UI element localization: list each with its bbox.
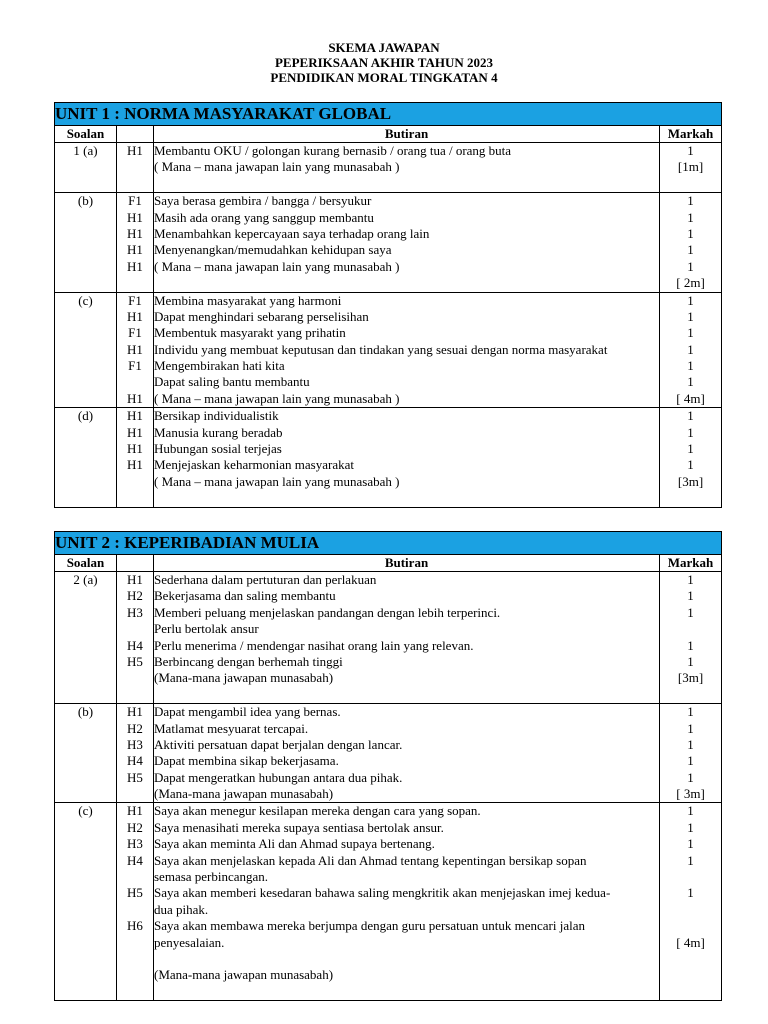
mark-value: [ 2m] (676, 275, 705, 291)
answer-text: penyesalaian. (154, 934, 225, 950)
mark-value: 1 (687, 803, 694, 819)
answer-text: Bersikap individualistik (154, 408, 279, 424)
mark-value: 1 (687, 753, 694, 769)
point-code: H1 (127, 704, 143, 720)
answer-text: Membentuk masyarakt yang prihatin (154, 325, 346, 341)
point-code: H1 (127, 441, 143, 457)
mark-value (660, 621, 721, 637)
question-row (55, 704, 722, 803)
document-header (0, 40, 768, 85)
column-header-butiran: Butiran (154, 555, 660, 572)
mark-value (660, 869, 721, 885)
answer-text: Menambahkan kepercayaan saya terhadap orang lain (154, 225, 430, 241)
answer-text: dua pihak. (154, 901, 209, 917)
unit-2-table (54, 531, 722, 1001)
mark-value: [3m] (677, 473, 704, 489)
answer-text: Masih ada orang yang sanggup membantu (154, 209, 374, 225)
answer-text: (Mana-mana jawapan munasabah) (154, 967, 334, 983)
answer-text: ( Mana – mana jawapan lain yang munasabah ) (154, 159, 400, 175)
point-code (117, 967, 153, 983)
mark-value: 1 (687, 308, 694, 324)
mark-value: 1 (687, 736, 694, 752)
answer-text: Matlamat mesyuarat tercapai. (154, 720, 309, 736)
butiran-cell (154, 292, 660, 408)
answer-text: Perlu bertolak ansur (154, 621, 259, 637)
answer-text: ( Mana – mana jawapan lain yang munasabah ) (154, 390, 400, 406)
mark-value: 1 (687, 653, 694, 669)
code-cell (117, 292, 154, 408)
mark-value (660, 687, 721, 703)
answer-text: Hubungan sosial terjejas (154, 441, 282, 457)
column-header-butiran: Butiran (154, 126, 660, 143)
mark-value: [3m] (677, 670, 704, 686)
markah-cell (660, 704, 722, 803)
mark-value: 1 (687, 209, 694, 225)
answer-text: Mengembirakan hati kita (154, 358, 285, 374)
point-code: H2 (127, 588, 143, 604)
butiran-cell (154, 143, 660, 193)
question-label: (c) (55, 292, 117, 408)
mark-value: 1 (687, 408, 694, 424)
unit-1-table (54, 102, 722, 508)
question-label: 2 (a) (55, 572, 117, 704)
mark-value: 1 (687, 852, 694, 868)
answer-text: ( Mana – mana jawapan lain yang munasabah ) (154, 258, 400, 274)
header-line-2: PEPERIKSAAN AKHIR TAHUN 2023 (274, 55, 494, 70)
code-cell (117, 572, 154, 704)
point-code: H2 (127, 819, 143, 835)
markah-cell (660, 572, 722, 704)
answer-text: semasa perbincangan. (154, 869, 269, 885)
mark-value: 1 (687, 720, 694, 736)
question-row (55, 408, 722, 507)
point-code: F1 (128, 193, 142, 209)
mark-value (660, 902, 721, 918)
answer-text: Membantu OKU / golongan kurang bernasib / orang tua / orang buta (154, 143, 512, 158)
column-header-code (117, 555, 154, 572)
point-code: H3 (127, 836, 143, 852)
column-header-markah: Markah (660, 126, 722, 143)
unit-1-title: UNIT 1 : NORMA MASYARAKAT GLOBAL (55, 103, 722, 126)
mark-value (660, 984, 721, 1000)
markah-cell (660, 143, 722, 193)
mark-value (660, 951, 721, 967)
question-row (55, 803, 722, 1001)
point-code: H6 (127, 918, 143, 934)
point-code (117, 670, 153, 686)
question-row (55, 143, 722, 193)
point-code: H1 (127, 258, 143, 274)
code-cell (117, 408, 154, 507)
answer-text: Aktiviti persatuan dapat berjalan dengan lancar. (154, 736, 403, 752)
header-line-3: PENDIDIKAN MORAL TINGKATAN 4 (270, 70, 498, 85)
point-code: H4 (127, 852, 143, 868)
mark-value: 1 (687, 325, 694, 341)
answer-text: Membina masyarakat yang harmoni (154, 292, 342, 308)
answer-text: (Mana-mana jawapan munasabah) (154, 670, 334, 686)
mark-value: 1 (687, 885, 694, 901)
point-code (117, 687, 153, 703)
point-code: H5 (127, 885, 143, 901)
point-code (117, 984, 153, 1000)
point-code: H1 (127, 803, 143, 819)
butiran-cell (154, 572, 660, 704)
answer-text: Berbincang dengan berhemah tinggi (154, 653, 343, 669)
butiran-cell (154, 193, 660, 292)
point-code (117, 869, 153, 885)
mark-value: 1 (687, 704, 694, 720)
mark-value: 1 (687, 225, 694, 241)
answer-text: (Mana-mana jawapan munasabah) (154, 786, 334, 802)
code-cell (117, 704, 154, 803)
header-line-1: SKEMA JAWAPAN (328, 40, 440, 55)
mark-value: 1 (687, 341, 694, 357)
question-label: 1 (a) (55, 143, 117, 193)
question-label: (b) (55, 704, 117, 803)
code-cell (117, 193, 154, 292)
point-code (117, 474, 153, 490)
mark-value: 1 (687, 769, 694, 785)
answer-text: Memberi peluang menjelaskan pandangan dengan lebih terperinci. (154, 604, 501, 620)
column-header-code (117, 126, 154, 143)
mark-value: 1 (687, 374, 694, 390)
point-code (117, 935, 153, 951)
mark-value: [ 4m] (676, 390, 705, 406)
mark-value: 1 (687, 819, 694, 835)
point-code: H1 (127, 143, 143, 158)
point-code: F1 (128, 325, 142, 341)
point-code: H1 (127, 408, 143, 424)
mark-value: 1 (687, 193, 694, 209)
answer-text: Saya akan meminta Ali dan Ahmad supaya bertenang. (154, 836, 435, 852)
mark-value: 1 (687, 637, 694, 653)
point-code: H2 (127, 720, 143, 736)
point-code: H3 (127, 736, 143, 752)
mark-value: 1 (687, 424, 694, 440)
question-row (55, 572, 722, 704)
mark-value: 1 (687, 604, 694, 620)
mark-value (660, 490, 721, 506)
answer-text: Saya akan menjelaskan kepada Ali dan Ahmad tentang kepentingan bersikap sopan (154, 852, 587, 868)
butiran-cell (154, 408, 660, 507)
answer-text: Saya akan memberi kesedaran bahawa saling mengkritik akan menjejaskan imej kedua- (154, 885, 611, 901)
butiran-cell (154, 803, 660, 1001)
point-code (117, 786, 153, 802)
butiran-cell (154, 704, 660, 803)
point-code: H5 (127, 769, 143, 785)
answer-text: Saya menasihati mereka supaya sentiasa bertolak ansur. (154, 819, 444, 835)
mark-value: 1 (687, 836, 694, 852)
markah-cell (660, 408, 722, 507)
point-code: H1 (127, 572, 143, 587)
point-code (117, 159, 153, 175)
code-cell (117, 143, 154, 193)
column-header-markah: Markah (660, 555, 722, 572)
answer-text: Perlu menerima / mendengar nasihat orang lain yang relevan. (154, 637, 474, 653)
answer-text: Dapat membina sikap bekerjasama. (154, 753, 339, 769)
mark-value: [ 3m] (676, 786, 705, 802)
question-label: (b) (55, 193, 117, 292)
question-label: (d) (55, 408, 117, 507)
column-header-soalan: Soalan (55, 126, 117, 143)
answer-text: Dapat saling bantu membantu (154, 374, 310, 390)
point-code: H4 (127, 637, 143, 653)
question-row (55, 292, 722, 408)
answer-text: Saya akan menegur kesilapan mereka dengan cara yang sopan. (154, 803, 481, 819)
answer-text: Dapat menghindari sebarang perselisihan (154, 308, 369, 324)
mark-value: 1 (687, 588, 694, 604)
point-code: H1 (127, 390, 143, 406)
answer-text (154, 951, 659, 967)
point-code: H1 (127, 457, 143, 473)
point-code (117, 902, 153, 918)
code-cell (117, 803, 154, 1001)
point-code: H1 (127, 308, 143, 324)
mark-value: 1 (687, 572, 694, 587)
answer-text (154, 984, 659, 1000)
point-code: H1 (127, 209, 143, 225)
mark-value: [ 4m] (676, 934, 705, 950)
answer-text: Manusia kurang beradab (154, 424, 283, 440)
point-code: F1 (128, 358, 142, 374)
answer-text: Sederhana dalam pertuturan dan perlakuan (154, 572, 377, 587)
answer-text (154, 176, 659, 192)
answer-text (154, 687, 659, 703)
answer-text: Menyenangkan/memudahkan kehidupan saya (154, 242, 392, 258)
unit-2-title: UNIT 2 : KEPERIBADIAN MULIA (55, 532, 722, 555)
point-code (117, 490, 153, 506)
answer-text: Individu yang membuat keputusan dan tindakan yang sesuai dengan norma masyarakat (154, 341, 608, 357)
mark-value: [1m] (677, 159, 704, 175)
answer-text (154, 275, 659, 291)
mark-value: 1 (687, 143, 694, 158)
mark-value: 1 (687, 242, 694, 258)
point-code (117, 374, 153, 390)
answer-text: Menjejaskan keharmonian masyarakat (154, 457, 354, 473)
point-code: H1 (127, 242, 143, 258)
mark-value (660, 918, 721, 934)
answer-text: Saya akan membawa mereka berjumpa dengan guru persatuan untuk mencari jalan (154, 918, 585, 934)
mark-value (660, 176, 721, 192)
markah-cell (660, 193, 722, 292)
point-code: H1 (127, 225, 143, 241)
point-code (117, 176, 153, 192)
point-code: H1 (127, 424, 143, 440)
point-code: H4 (127, 753, 143, 769)
mark-value (660, 967, 721, 983)
answer-text: Dapat mengambil idea yang bernas. (154, 704, 341, 720)
point-code: H3 (127, 604, 143, 620)
answer-text (154, 490, 659, 506)
question-label: (c) (55, 803, 117, 1001)
column-header-soalan: Soalan (55, 555, 117, 572)
answer-text: ( Mana – mana jawapan lain yang munasabah ) (154, 473, 400, 489)
point-code (117, 951, 153, 967)
mark-value: 1 (687, 457, 694, 473)
mark-value: 1 (687, 441, 694, 457)
point-code (117, 621, 153, 637)
markah-cell (660, 803, 722, 1001)
point-code: H5 (127, 653, 143, 669)
point-code (117, 275, 153, 291)
question-row (55, 193, 722, 292)
markah-cell (660, 292, 722, 408)
mark-value: 1 (687, 292, 694, 308)
answer-text: Bekerjasama dan saling membantu (154, 588, 336, 604)
point-code: H1 (127, 341, 143, 357)
mark-value: 1 (687, 258, 694, 274)
answer-text: Dapat mengeratkan hubungan antara dua pihak. (154, 769, 403, 785)
answer-text: Saya berasa gembira / bangga / bersyukur (154, 193, 372, 209)
point-code: F1 (128, 292, 142, 308)
mark-value: 1 (687, 358, 694, 374)
